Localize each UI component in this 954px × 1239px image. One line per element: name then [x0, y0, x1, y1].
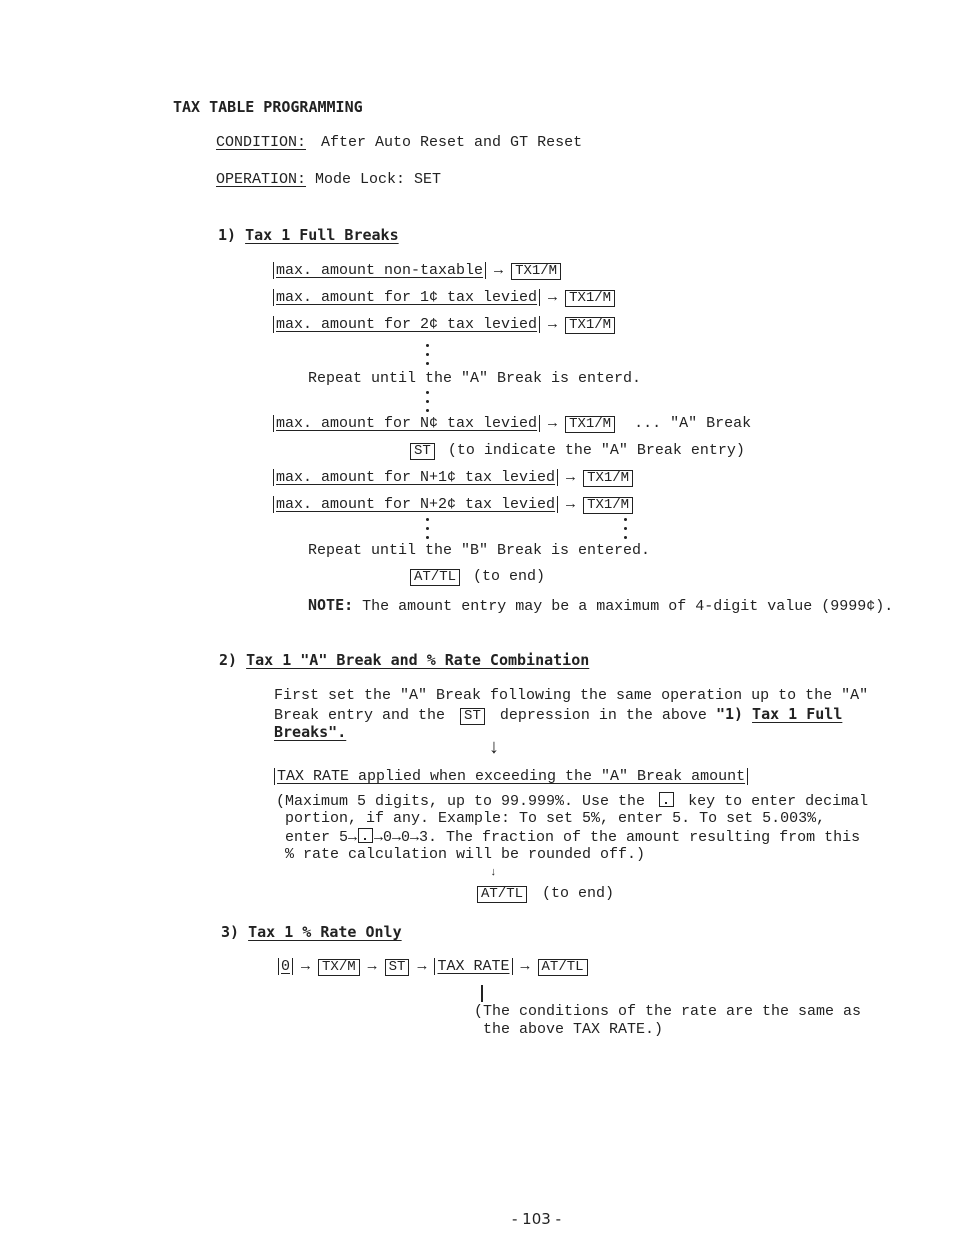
- tx1m-key: TX1/M: [511, 263, 561, 280]
- s2-paren-line-2: portion, if any. Example: To set 5%, enter 5. To set 5.003%,: [285, 810, 826, 827]
- decimal-key-icon: [358, 828, 373, 843]
- continuation-dots: [426, 344, 430, 371]
- s3-condition-line-1: (The conditions of the rate are the same as: [474, 1003, 862, 1020]
- to-end-text: (to end): [473, 568, 546, 585]
- text: key to enter decimal: [688, 793, 869, 810]
- attl-key: AT/TL: [538, 959, 588, 976]
- section2-number: 2): [219, 651, 238, 669]
- continuation-dots: [426, 518, 430, 545]
- condition-label: CONDITION:: [216, 134, 307, 151]
- text: enter 5→: [285, 829, 358, 846]
- st-row: [410, 442, 745, 460]
- tx1m-key: TX1/M: [583, 470, 633, 487]
- s1-row-5: [273, 469, 633, 487]
- a-break-label: ... "A" Break: [634, 415, 752, 432]
- text: "1): [715, 705, 744, 723]
- down-arrow-icon: ↓: [490, 867, 497, 879]
- section2-heading: [219, 651, 589, 669]
- arrow: →: [566, 496, 576, 513]
- s1-row-4: [273, 415, 751, 433]
- s1-row-1: [273, 262, 561, 280]
- connector-line: [481, 985, 483, 1002]
- repeat-b-text: Repeat until the "B" Break is entered.: [308, 542, 651, 559]
- s2-para-line-3: [274, 723, 346, 741]
- arrow: →: [520, 958, 530, 975]
- s2-end-row: [477, 885, 614, 903]
- down-arrow-icon: ↓: [488, 737, 501, 760]
- s1-row-2: [273, 289, 615, 307]
- s1-end-row: [410, 568, 545, 586]
- text: depression in the above: [499, 707, 707, 724]
- s2-paren-line-1: [276, 792, 868, 811]
- entry-box: TAX RATE applied when exceeding the "A" Break amount: [274, 768, 748, 785]
- section1-heading: [218, 226, 399, 244]
- entry-box: max. amount for 2¢ tax levied: [273, 316, 540, 333]
- arrow: →: [301, 958, 311, 975]
- arrow: →: [417, 958, 427, 975]
- s2-paren-line-3: [285, 828, 860, 847]
- continuation-dots: [624, 518, 628, 545]
- operation-text: Mode Lock: SET: [315, 171, 442, 188]
- entry-box: max. amount for 1¢ tax levied: [273, 289, 540, 306]
- note-text: The amount entry may be a maximum of 4-digit value (9999¢).: [362, 598, 894, 615]
- entry-box: max. amount for N+1¢ tax levied: [273, 469, 558, 486]
- condition-text: After Auto Reset and GT Reset: [321, 134, 583, 151]
- st-key: ST: [385, 959, 410, 976]
- operation-label: OPERATION:: [216, 171, 307, 188]
- s2-para-line-2: [274, 705, 842, 725]
- st-key: ST: [410, 443, 435, 460]
- tx1m-key: TX1/M: [583, 497, 633, 514]
- text: →0→0→3. The fraction of the amount resulting from this: [374, 829, 861, 846]
- st-key: ST: [460, 708, 485, 725]
- s2-paren-line-4: % rate calculation will be rounded off.): [285, 846, 646, 863]
- arrow: →: [566, 469, 576, 486]
- arrow: →: [548, 316, 558, 333]
- tx1m-key: TX1/M: [565, 317, 615, 334]
- arrow: →: [367, 958, 377, 975]
- arrow: →: [548, 415, 558, 432]
- page-title: TAX TABLE PROGRAMMING: [173, 98, 363, 116]
- arrow: →: [548, 289, 558, 306]
- s3-condition-line-2: the above TAX RATE.): [483, 1021, 664, 1038]
- condition-line: [216, 134, 582, 152]
- st-note: (to indicate the "A" Break entry): [447, 442, 745, 459]
- operation-line: [216, 171, 441, 189]
- tax-rate-entry-box: TAX RATE: [434, 958, 512, 975]
- attl-key: AT/TL: [410, 569, 460, 586]
- section1-number: 1): [218, 226, 237, 244]
- repeat-a-text: Repeat until the "A" Break is enterd.: [308, 370, 642, 387]
- tax-rate-entry: [274, 768, 748, 786]
- arrow: →: [494, 262, 504, 279]
- s1-row-3: [273, 316, 615, 334]
- to-end-text: (to end): [542, 885, 615, 902]
- section1-title: Tax 1 Full Breaks: [245, 226, 399, 244]
- note-line: [308, 596, 893, 616]
- txm-key: TX/M: [318, 959, 360, 976]
- s3-key-sequence: [278, 958, 588, 976]
- zero-entry-box: 0: [278, 958, 293, 975]
- tx1m-key: TX1/M: [565, 416, 615, 433]
- text: (Maximum 5 digits, up to 99.999%. Use the: [276, 793, 646, 810]
- section3-heading: [221, 923, 402, 941]
- entry-box: max. amount non-taxable: [273, 262, 486, 279]
- text: Break entry and the: [274, 707, 446, 724]
- s1-row-6: [273, 496, 633, 514]
- attl-key: AT/TL: [477, 886, 527, 903]
- entry-box: max. amount for N+2¢ tax levied: [273, 496, 558, 513]
- s2-para-line-1: First set the "A" Break following the same operation up to the "A": [274, 687, 869, 704]
- section3-number: 3): [221, 923, 240, 941]
- continuation-dots: [426, 391, 430, 418]
- text: Tax 1 Full: [752, 705, 843, 723]
- section3-title: Tax 1 % Rate Only: [248, 923, 402, 941]
- entry-box: max. amount for N¢ tax levied: [273, 415, 540, 432]
- note-label: NOTE:: [308, 596, 354, 614]
- tx1m-key: TX1/M: [565, 290, 615, 307]
- text: Breaks".: [274, 723, 347, 741]
- decimal-key-icon: [659, 792, 674, 807]
- page-number: - 103 -: [512, 1210, 561, 1228]
- section2-title: Tax 1 "A" Break and % Rate Combination: [246, 651, 590, 669]
